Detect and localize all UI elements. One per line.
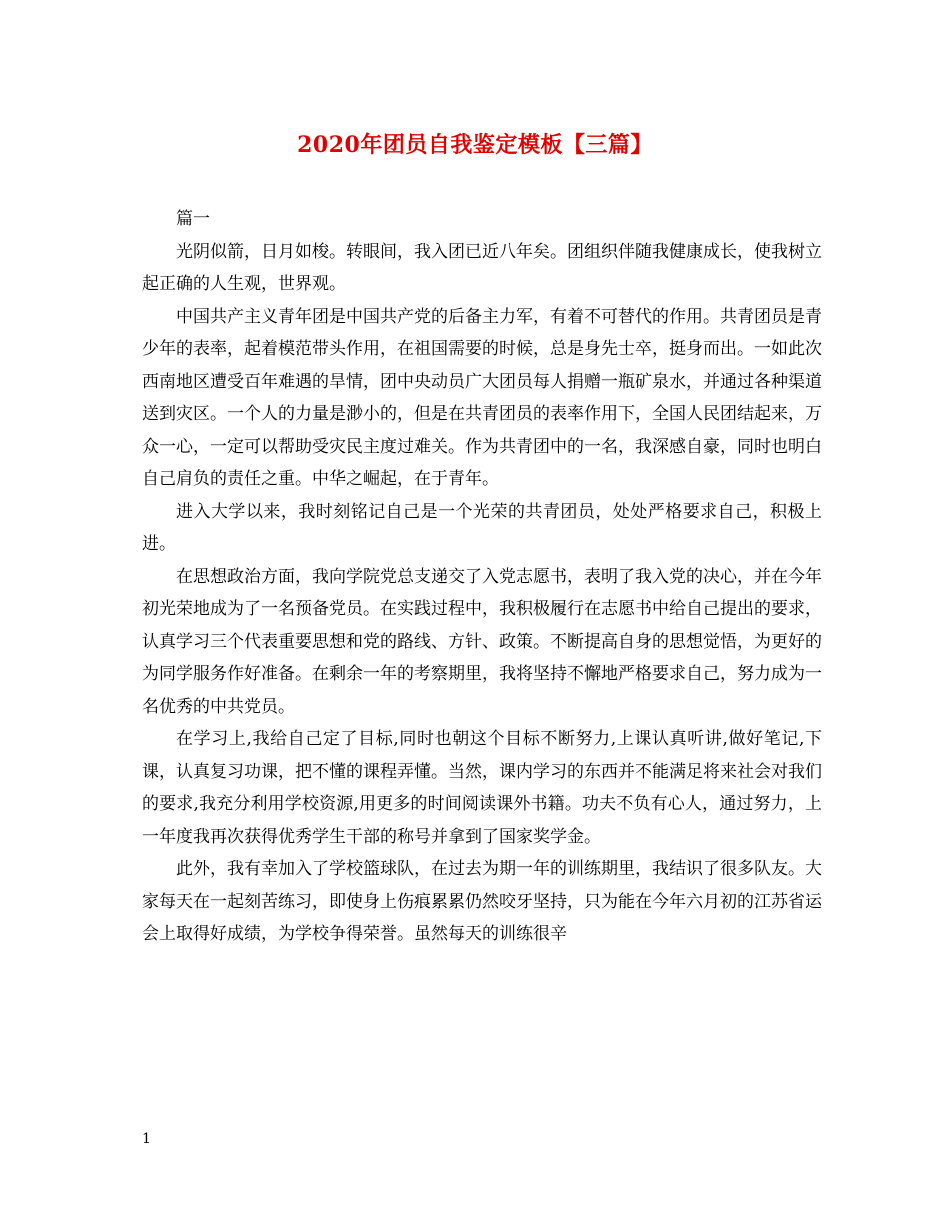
- section-heading: 篇一: [176, 209, 210, 229]
- paragraph: 在学习上,我给自己定了目标,同时也朝这个目标不断努力,上课认真听讲,做好笔记,下课，认真复习功课，把不懂的课程弄懂。当然，课内学习的东西并不能满足将来社会对我们的要求,我充分利用学校资源,用更多的时间阅读课外书籍。功夫不负有心人，通过努力，上一年度我再次获得优秀学生干部的称号并拿到了国家奖学金。: [142, 729, 822, 847]
- paragraph: 进入大学以来，我时刻铭记自己是一个光荣的共青团员，处处严格要求自己，积极上进。: [142, 501, 822, 554]
- paragraph: 中国共产主义青年团是中国共产党的后备主力军，有着不可替代的作用。共青团员是青少年的表率，起着模范带头作用，在祖国需要的时候，总是身先士卒，挺身而出。一如此次西南地区遭受百年难遇的旱情，团中央动员广大团员每人捐赠一瓶矿泉水，并通过各种渠道送到灾区。一个人的力量是渺小的，但是在共青团员的表率作用下，全国人民团结起来，万众一心，一定可以帮助受灾民主度过难关。作为共青团中的一名，我深感自豪，同时也明白自己肩负的责任之重。中华之崛起，在于青年。: [142, 306, 822, 489]
- paragraph: 在思想政治方面，我向学院党总支递交了入党志愿书，表明了我入党的决心，并在今年初光荣地成为了一名预备党员。在实践过程中，我积极履行在志愿书中给自己提出的要求，认真学习三个代表重要思想和党的路线、方针、政策。不断提高自身的思想觉悟，为更好的为同学服务作好准备。在剩余一年的考察期里，我将坚持不懈地严格要求自己，努力成为一名优秀的中共党员。: [142, 566, 822, 717]
- paragraph: 光阴似箭，日月如梭。转眼间，我入团已近八年矣。团组织伴随我健康成长，使我树立起正确的人生观，世界观。: [142, 241, 822, 294]
- document-title: 2020年团员自我鉴定模板【三篇】: [297, 132, 653, 158]
- page-number: 1: [142, 1131, 151, 1147]
- document-body: [142, 203, 822, 951]
- paragraph: 此外，我有幸加入了学校篮球队，在过去为期一年的训练期里，我结识了很多队友。大家每天在一起刻苦练习，即使身上伤痕累累仍然咬牙坚持，只为能在今年六月初的江苏省运会上取得好成绩，为学校争得荣誉。虽然每天的训练很辛: [142, 859, 822, 944]
